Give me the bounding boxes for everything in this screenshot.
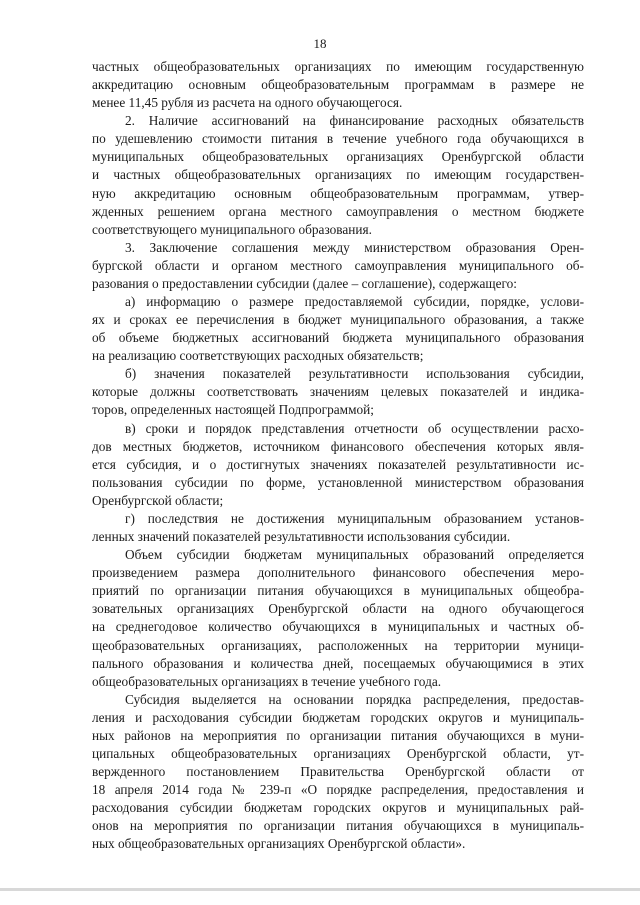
text-line: а) информацию о размере предоставляемой субсидии, порядке, услови- (125, 294, 584, 310)
scan-edge (0, 888, 640, 891)
text-line: ленных значений показателей результативности использования субсидии. (92, 529, 511, 545)
text-line: ных районов на мероприятия по организации питания обучающихся в муни- (92, 727, 584, 743)
text-line: об объеме бюджетных ассигнований бюджета муниципального образования (92, 330, 584, 346)
text-line: ется субсидия, и о достигнутых значениях показателей результативности ис- (92, 456, 584, 472)
paragraph (92, 546, 584, 691)
paragraph (92, 293, 584, 365)
text-line: 3. Заключение соглашения между министерством образования Орен- (125, 239, 584, 255)
text-line: онов на мероприятия по организации питания обучающихся в муниципаль- (92, 818, 584, 834)
text-line: в) сроки и порядок представления отчетности об осуществлении расхо- (125, 420, 584, 436)
text-line: Объем субсидии бюджетам муниципальных образований определяется (125, 547, 584, 563)
text-line: приятий по организации питания обучающихся в муниципальных общеобра- (92, 583, 584, 599)
text-line: бургской области и органом местного самоуправления муниципального об- (92, 257, 584, 273)
text-line: ных общеобразовательных организациях Оренбургской области». (92, 836, 466, 852)
text-line: произведением размера дополнительного финансового обеспечения меро- (92, 565, 584, 581)
text-line: зовательных организациях Оренбургской области на одного обучающегося (92, 601, 584, 617)
page-number: 18 (313, 36, 327, 51)
text-line: которые должны соответствовать значениям целевых показателей и индика- (92, 384, 584, 400)
text-line: пального образования и количества дней, посещаемых обучающимися в этих (92, 655, 584, 671)
paragraph (92, 58, 584, 112)
paragraph (92, 239, 584, 293)
text-line: ципальных общеобразовательных организациях Оренбургской области, ут- (92, 745, 584, 761)
text-line: соответствующего муниципального образования. (92, 221, 372, 237)
text-line: на реализацию соответствующих расходных обязательств; (92, 348, 424, 364)
text-line: ях и сроках ее перечисления в бюджет муниципального образования, а также (92, 312, 584, 328)
text-line: менее 11,45 рубля из расчета на одного обучающегося. (92, 95, 403, 111)
text-line: вержденного постановлением Правительства Оренбургской области от (92, 764, 584, 780)
text-line: пользования субсидии по форме, установленной министерством образования (92, 474, 584, 490)
text-line: на среднегодовое количество обучающихся в муниципальных и частных об- (92, 619, 584, 635)
text-line: аккредитацию основным общеобразовательным программам в размере не (92, 77, 584, 93)
text-line: б) значения показателей результативности использования субсидии, (125, 366, 584, 382)
text-line: и частных общеобразовательных организациях по имеющим государствен- (92, 167, 584, 183)
paragraph (92, 365, 584, 419)
text-line: Субсидия выделяется на основании порядка распределения, предостав- (125, 691, 584, 707)
text-line: частных общеобразовательных организациях по имеющим государственную (92, 59, 584, 74)
text-line: 18 апреля 2014 года № 239-п «О порядке распределения, предоставления и (92, 782, 584, 798)
text-line: муниципальных общеобразовательных организациях Оренбургской области (92, 149, 584, 165)
text-line: по удешевлению стоимости питания в течение учебного года обучающихся в (92, 131, 584, 147)
paragraph (92, 112, 584, 239)
text-line: г) последствия не достижения муниципальным образованием установ- (125, 510, 584, 526)
text-line: общеобразовательных организациях в течение учебного года. (92, 673, 442, 689)
paragraph (92, 420, 584, 510)
paragraph (92, 510, 584, 546)
text-line: жденных решением органа местного самоуправления о местном бюджете (92, 203, 584, 219)
text-line: 2. Наличие ассигнований на финансирование расходных обязательств (125, 113, 584, 129)
text-line: торов, определенных настоящей Подпрограммой; (92, 402, 374, 418)
text-line: разования о предоставлении субсидии (далее – соглашение), содержащего: (92, 275, 517, 291)
text-line: щеобразовательных организациях, расположенных на территории муници- (92, 637, 584, 653)
text-line: дов местных бюджетов, источником финансового обеспечения которых явля- (92, 438, 584, 454)
document-body (92, 58, 584, 853)
text-line: Оренбургской области; (92, 492, 224, 508)
text-line: расходования субсидии бюджетам городских округов и муниципальных рай- (92, 800, 584, 816)
text-line: ную аккредитацию основным общеобразовательным программам, утвер- (92, 185, 584, 201)
text-line: ления и расходования субсидии бюджетам городских округов и муниципаль- (92, 709, 584, 725)
paragraph (92, 691, 584, 854)
